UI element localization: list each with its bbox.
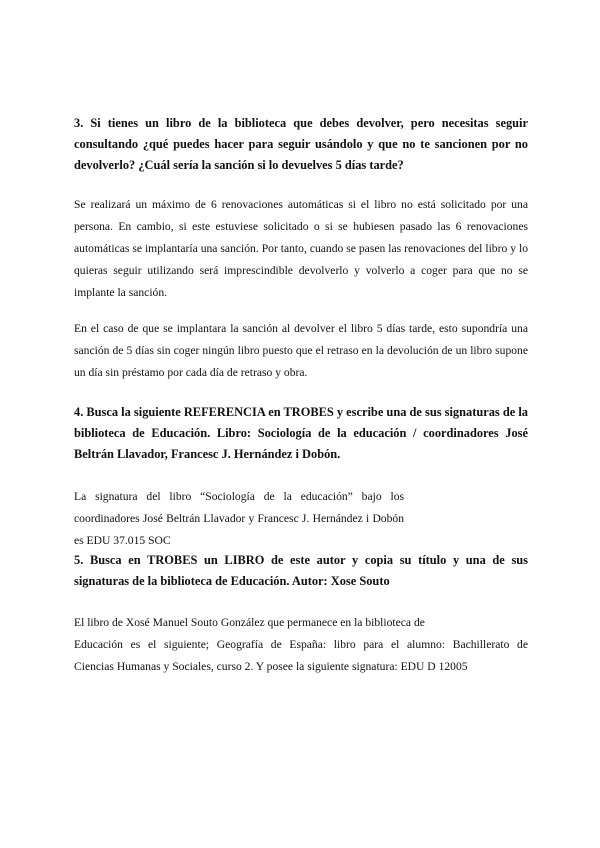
answer-4: La signatura del libro “Sociología de la educación” bajo los coordinadores José Beltrán Llavador y Francesc J. Hernández i Dobón es EDU 37.015 SOC (74, 490, 404, 547)
answer-5-line-2: Educación es el siguiente; Geografía de España: libro para el alumno: Bachillerato de (74, 638, 528, 651)
answer-3-paragraph-2 (74, 318, 528, 384)
answer-3-text-2: En el caso de que se implantara la sanción al devolver el libro 5 días tarde, esto supondría una sanción de 5 días sin coger ningún libro puesto que el retraso en la devolución de un libro supone un día sin préstamo por cada día de retraso y obra. (74, 322, 528, 379)
question-3: 3. Si tienes un libro de la biblioteca que debes devolver, pero necesitas seguir consultando ¿qué puedes hacer para seguir usándolo y que no te sancionen por no devolverlo? ¿Cuál sería la sanción si lo devuelves 5 días tarde? (74, 116, 528, 172)
answer-3-text-1: Se realizará un máximo de 6 renovaciones automáticas si el libro no está solicitado por una persona. En cambio, si este estuviese solicitado o si se hubiesen pasado las 6 renovaciones automáticas se implantaría una sanción. Por tanto, cuando se pasen las renovaciones del libro y lo quieras seguir utilizando será imprescindible devolverlo y volverlo a coger para que no se implante la sanción. (74, 198, 528, 299)
answer-5-line-1: El libro de Xosé Manuel Souto González que permanece en la biblioteca de (74, 616, 425, 629)
question-4: 4. Busca la siguiente REFERENCIA en TROBES y escribe una de sus signaturas de la biblioteca de Educación. Libro: Sociología de la educación / coordinadores José Beltrán Llavador, Francesc J. Hernández i Dobón. (74, 405, 528, 461)
answer-5-line-3: Ciencias Humanas y Sociales, curso 2. Y posee la siguiente signatura: EDU D 12005 (74, 660, 468, 673)
question-5: 5. Busca en TROBES un LIBRO de este autor y copia su título y una de sus signaturas de la biblioteca de Educación. Autor: Xose Souto (74, 553, 528, 588)
answer-3-paragraph-1 (74, 194, 528, 304)
answer-5 (74, 612, 528, 678)
